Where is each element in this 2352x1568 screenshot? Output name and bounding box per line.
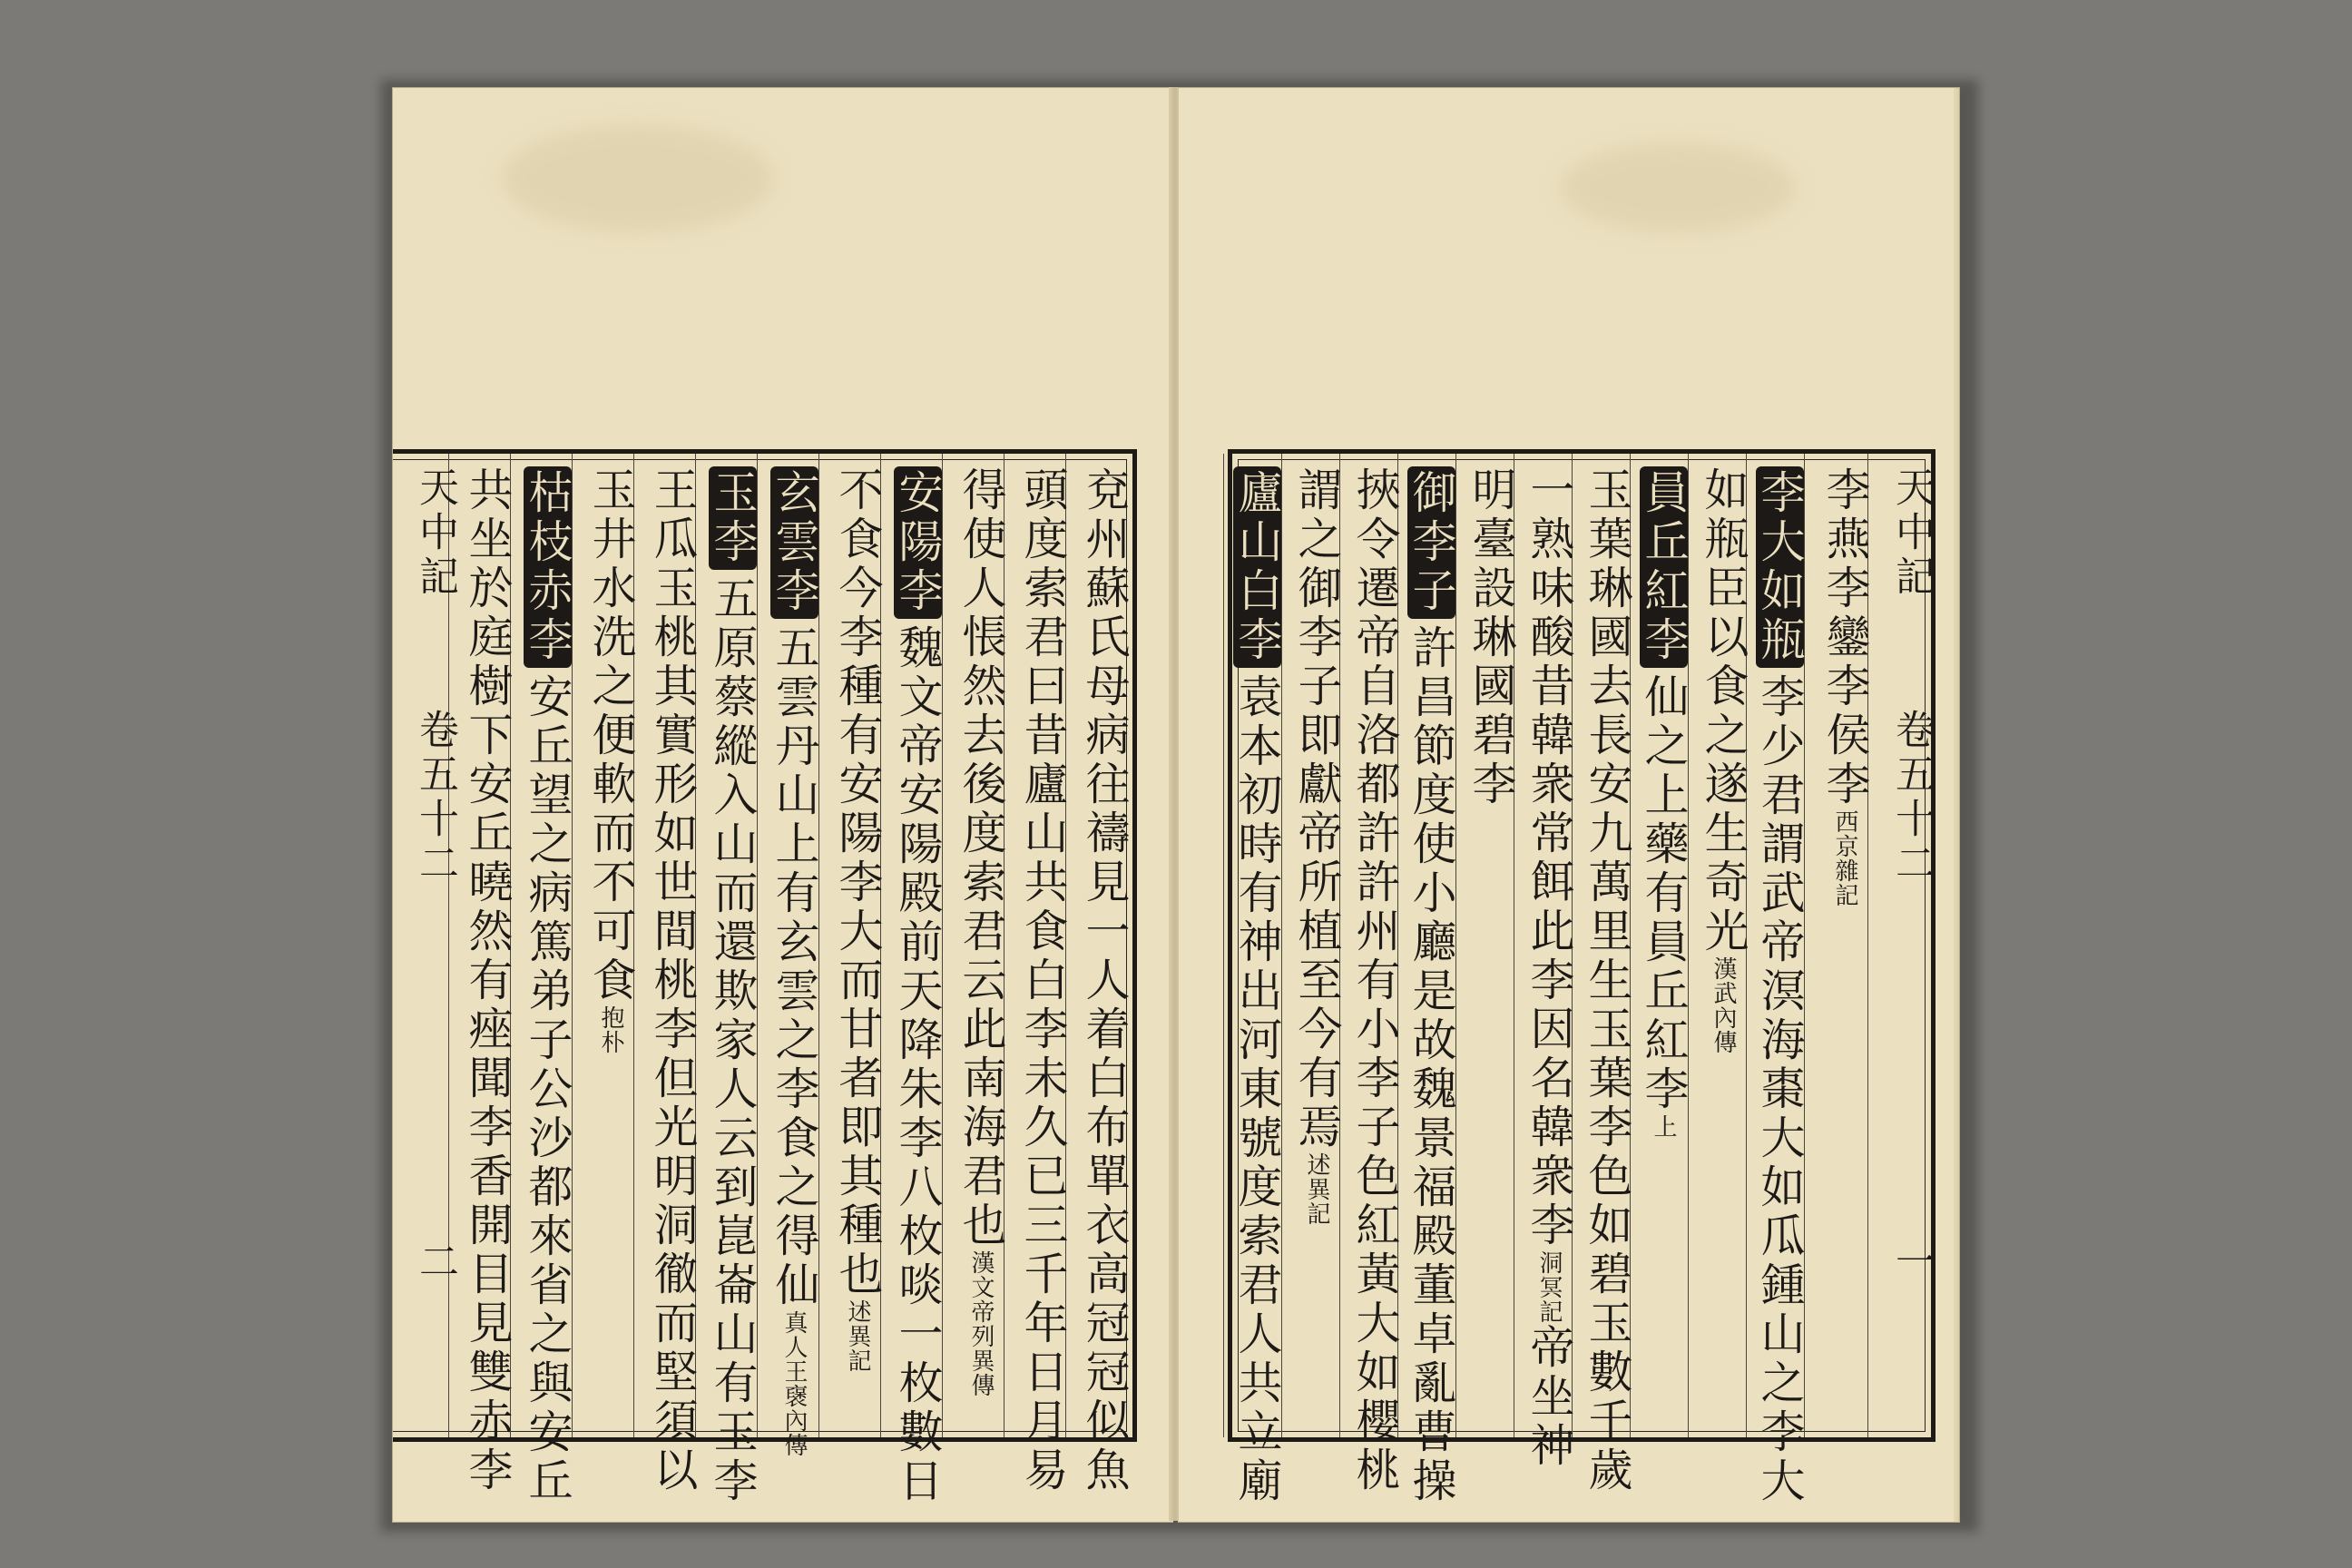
column-text: 許昌節度使小廳是故魏景福殿董卓亂曹操 [1406,624,1457,1506]
source-note: 抱朴 [597,1005,624,1054]
entry-heading: 廬山白李 [1233,466,1281,668]
text-column [1688,454,1749,1437]
column-text: 得使人悵然去後度索君云此南海君也 [956,466,1007,1250]
column-text: 玉葉琳國去長安九萬里生玉葉李色如碧玉數千歲 [1582,466,1633,1495]
text-column [1572,454,1633,1495]
right-header-line [1804,454,1871,1437]
text-column [757,454,820,1457]
paper-stain [1560,142,1796,233]
left-text-frame [393,449,1137,1506]
entry-heading: 玉李 [709,466,757,570]
text-column [880,454,944,1506]
source-note: 洞冥記 [1535,1250,1563,1324]
text-column [1746,454,1806,1506]
entry-heading: 御李子 [1407,466,1455,619]
column-text: 共坐於庭樹下安丘曉然有痤聞李香開目見雙赤李 [462,466,514,1495]
column-text: 五雲丹山上有玄雲之李食之得仙 [769,624,820,1310]
column-text-tail: 帝坐神 [1524,1324,1575,1471]
text-column [1223,454,1283,1506]
text-column [1514,454,1575,1471]
entry-heading: 員丘紅李 [1640,466,1688,668]
column-text: 魏文帝安陽殿前天降朱李八枚啖一枚數日 [892,624,944,1506]
column-text: 挾令遷帝自洛都許許州有小李子色紅黃大如櫻桃 [1349,466,1401,1495]
header-line-text: 李燕李鑾李侯李 [1819,466,1871,809]
source-note: 漢文帝列異傳 [967,1250,995,1397]
left-margin-strip [392,454,458,1437]
column-text: 不食今李種有安陽李大而甘者即其種也 [832,466,884,1299]
right-text-frame [1228,449,1936,1506]
left-margin-title: 天中記 [412,466,458,600]
column-text: 一熟味酸昔韓衆常餌此李因名韓衆李 [1524,466,1575,1250]
right-page [1178,87,1960,1523]
left-margin-page: 二 [412,1240,458,1285]
entry-heading: 枯枝赤李 [524,466,572,668]
text-column [695,454,759,1506]
column-text: 玉井水洗之便軟而不可食 [585,466,637,1005]
text-column [572,454,637,1437]
left-page [392,87,1173,1523]
entry-heading: 安陽李 [894,466,942,619]
text-column [448,454,514,1495]
paper-stain [502,124,774,233]
column-text: 袁本初時有神出河東號度索君人共立廟 [1231,673,1283,1506]
text-column [1397,454,1457,1506]
column-text: 王瓜玉桃其實形如世間桃李但光明洞徹而堅須以 [647,466,699,1495]
source-note: 述異記 [1303,1152,1330,1226]
source-note: 真人王襃內傳 [780,1310,808,1457]
column-text: 安丘望之病篤弟子公沙都來省之與安丘 [522,673,573,1506]
column-text: 兗州蘇氏母病往禱見一人着白布單衣高冠冠似魚 [1079,466,1131,1495]
text-column [942,454,1007,1437]
left-margin-vol: 卷五十二 [412,709,458,887]
column-text: 李少君謂武帝溟海棗大如瓜鍾山之李大 [1754,673,1806,1506]
entry-heading: 玄雲李 [770,466,818,619]
column-text: 如瓶臣以食之遂生奇光 [1698,466,1749,956]
column-text: 仙之上藥有員丘紅李 [1638,673,1690,1114]
source-note: 漢武內傳 [1710,956,1737,1054]
text-column [1004,454,1069,1495]
entry-heading: 李大如瓶 [1756,466,1804,668]
text-column [1630,454,1688,1437]
column-text: 頭度索君曰昔廬山共食白李未久已三千年日月易 [1017,466,1069,1495]
text-column [1281,454,1343,1437]
text-column [633,454,699,1495]
text-column [1455,454,1517,1437]
right-margin-vol: 卷五十二 [1888,709,1935,887]
source-note: 上 [1650,1114,1677,1139]
right-margin-page: 一 [1888,1240,1935,1285]
text-column [510,454,573,1506]
column-text: 明臺設琳國碧李 [1465,466,1517,809]
right-margin-strip [1867,454,1935,1437]
text-column [818,454,884,1437]
text-column [1065,454,1131,1495]
column-text: 五原蔡縱入山而還欺家人云到崑崙山有玉李 [707,575,759,1506]
column-text: 謂之御李子即獻帝所植至今有焉 [1291,466,1343,1152]
header-line-note: 西京雜記 [1831,809,1858,907]
right-margin-title: 天中記 [1888,466,1935,600]
text-column [1339,454,1401,1495]
source-note: 述異記 [844,1299,871,1373]
